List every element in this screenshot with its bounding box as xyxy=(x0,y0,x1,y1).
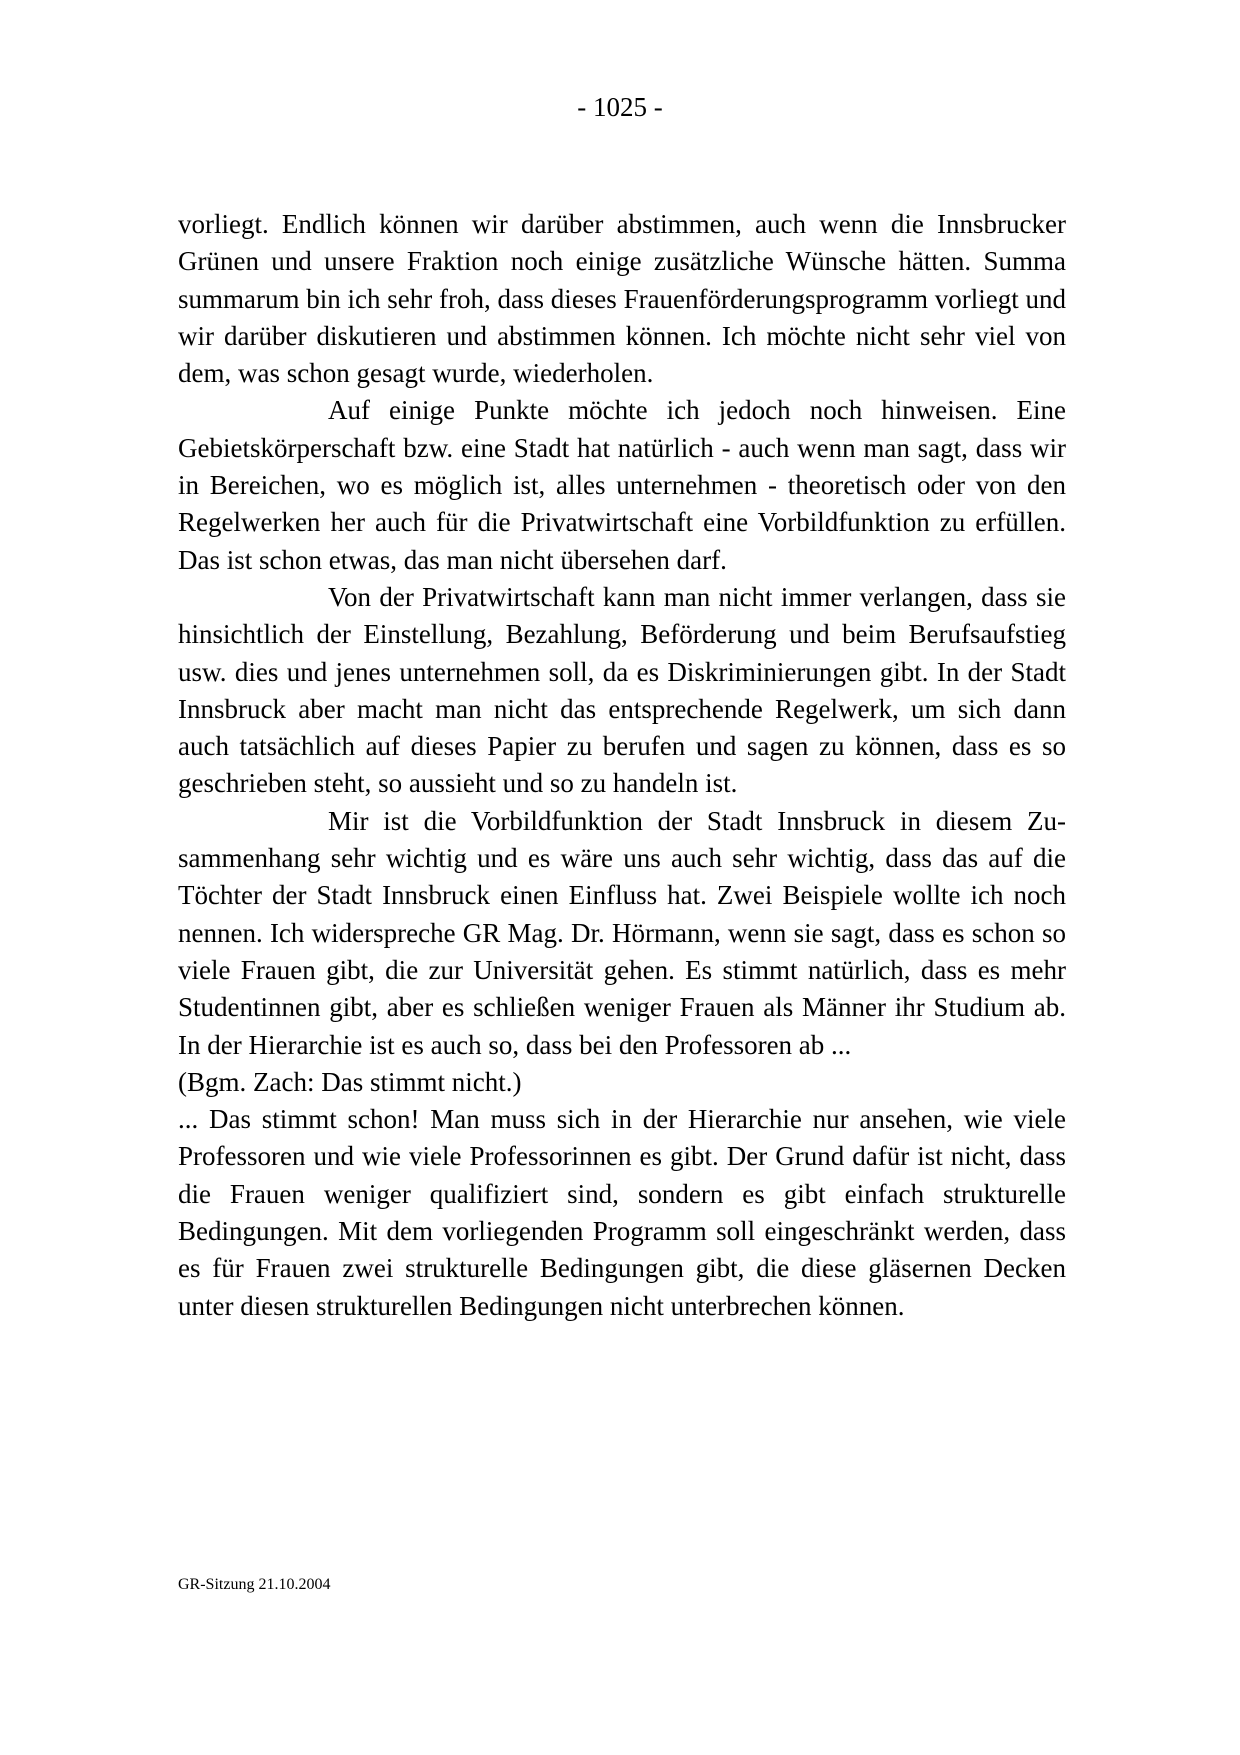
footer-session-date: GR-Sitzung 21.10.2004 xyxy=(178,1576,331,1593)
paragraph: Auf einige Punkte möchte ich jedoch noch hinweisen. Eine Gebietskörperschaft bzw. eine Stadt hat natürlich - auch wenn man sagt, dass wir in Bereichen, wo es möglich ist, alles unternehmen - theoretisch oder von den Regelwerken her auch für die Privatwirtschaft eine Vorbildfunktion zu erfüllen. Das ist schon etwas, das man nicht übersehen darf. xyxy=(178,395,1066,575)
paragraph: Mir ist die Vorbildfunktion der Stadt Innsbruck in diesem Zusammenhang sehr wichtig und es wäre uns auch sehr wichtig, dass das auf die Töchter der Stadt Innsbruck einen Einfluss hat. Zwei Beispiele wollte ich noch nennen. Ich widerspreche GR Mag. Dr. Hörmann, wenn sie sagt, dass es schon so viele Frauen gibt, die zur Universität gehen. Es stimmt natürlich, dass es mehr Studentinnen gibt, aber es schließen weniger Frauen als Männer ihr Studium ab. In der Hierarchie ist es auch so, dass bei den Professoren ab ... xyxy=(178,805,1066,1060)
paragraph: vorliegt. Endlich können wir darüber abstimmen, auch wenn die Innsbrucker Grünen und unsere Fraktion noch einige zusätzliche Wünsche hätten. Summa summarum bin ich sehr froh, dass dieses Frauenförderungsprogramm vorliegt und wir darüber diskutieren und abstimmen können. Ich möchte nicht sehr viel von dem, was schon gesagt wurde, wiederholen. xyxy=(178,209,1066,389)
interjection: (Bgm. Zach: Das stimmt nicht.) xyxy=(178,1066,522,1097)
body-text xyxy=(178,206,1066,1325)
paragraph: ... Das stimmt schon! Man muss sich in der Hierarchie nur ansehen, wie viele Professoren und wie viele Professorinnen es gibt. Der Grund dafür ist nicht, dass die Frauen weniger qualifiziert sind, sondern es gibt einfach strukturelle Bedingungen. Mit dem vorliegenden Programm soll eingeschränkt werden, dass es für Frauen zwei strukturelle Bedingungen gibt, die diese gläsernen Decken unter diesen strukturellen Bedingungen nicht unterbrechen können. xyxy=(178,1104,1066,1321)
paragraph: Von der Privatwirtschaft kann man nicht immer verlangen, dass sie hinsichtlich der Einstellung, Bezahlung, Beförderung und beim Berufsaufstieg usw. dies und jenes unternehmen soll, da es Diskriminierungen gibt. In der Stadt Innsbruck aber macht man nicht das entsprechende Regelwerk, um sich dann auch tatsächlich auf dieses Papier zu berufen und sagen zu können, dass es so geschrieben steht, so aussieht und so zu handeln ist. xyxy=(178,581,1066,799)
page-number: - 1025 - xyxy=(577,92,663,122)
